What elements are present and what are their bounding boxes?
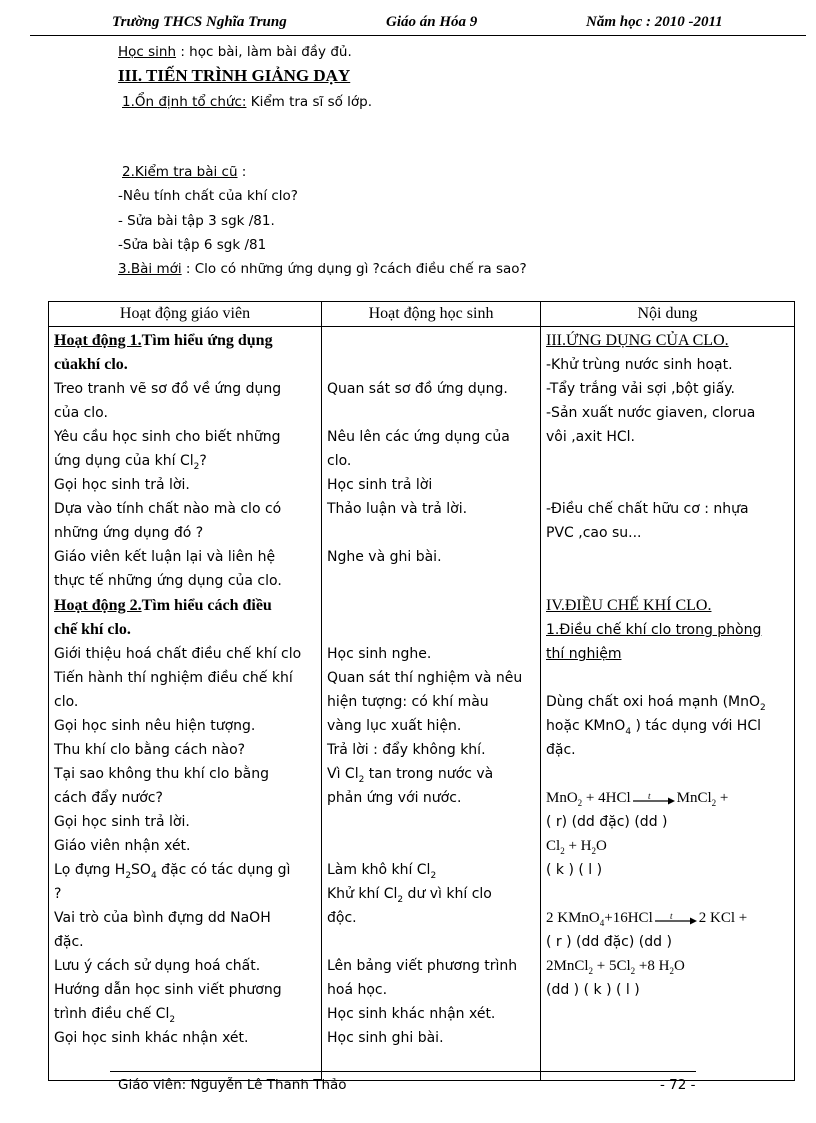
student-line [327,886,492,905]
step2 [122,164,246,180]
subscript: 2 [430,870,437,881]
student-line: clo. [327,453,352,469]
activity-1-label: Hoạt động 1. [54,332,142,349]
subscript: 2 [397,894,404,905]
school-name: Trường THCS Nghĩa Trung [112,14,287,30]
teacher-line: Treo tranh vẽ sơ đồ về ứng dụng [54,381,282,397]
header-content: Nội dung [541,302,795,327]
student-line: Quan sát sơ đồ ứng dụng. [327,381,508,397]
content-line: -Sản xuất nước giaven, clorua [546,405,756,421]
subscript: 2 [560,846,565,856]
reaction-arrow-icon [631,791,677,804]
eq-text: 2MnCl [546,958,589,974]
eq-text: 2 KCl + [698,910,748,926]
step1-label: 1.Ổn định tổ chức: [122,94,247,110]
footer-teacher-name: Nguyễn Lê Thanh Thảo [190,1077,347,1093]
content-text: hoặc KMnO [546,718,626,734]
table-row [49,327,795,1081]
content-line: PVC ,cao su... [546,525,642,541]
activity-1-title-cont: củakhí clo. [54,356,128,373]
subscript: 2 [193,461,200,472]
teacher-line: những ứng dụng đó ? [54,525,204,541]
eq-text: +8 H [635,958,670,974]
section-applications: III.ỨNG DỤNG CỦA CLO. [546,332,729,349]
eq-text: +16HCl [604,910,653,926]
footer-teacher [118,1077,347,1093]
subscript: 2 [577,798,583,808]
arrow-label: t [647,791,651,801]
student-text: tan trong nước và [364,766,494,782]
step3 [118,261,527,277]
content-line [546,694,766,713]
step2-suffix: : [237,164,247,180]
student-prep [118,44,352,60]
check-item: - Sửa bài tập 3 sgk /81. [118,213,275,229]
activity-2-label: Hoạt động 2. [54,597,142,614]
eq-text: MnO [546,790,578,806]
eq-text: 2 KMnO [546,910,600,926]
teacher-line: clo. [54,694,79,710]
student-line: độc. [327,910,357,926]
student-line: Thảo luận và trả lời. [327,501,468,517]
teacher-line: Yêu cầu học sinh cho biết những [54,429,281,445]
header-rule [30,35,806,36]
subscript: 2 [630,966,636,976]
equation-2-line2 [546,958,685,976]
subsection-lab: 1.Điều chế khí clo trong phòng [546,622,762,638]
subscript: 4 [150,870,157,881]
student-line: Nghe và ghi bài. [327,549,442,565]
activity-2-title [54,597,272,615]
step2-label: 2.Kiểm tra bài cũ [122,164,238,180]
teacher-line [54,1006,175,1025]
subscript: 2 [125,870,132,881]
student-text: : học bài, làm bài đầy đủ. [176,44,352,60]
teacher-text: SO [131,862,151,878]
teacher-line: của clo. [54,405,108,421]
equation-2 [546,910,747,928]
teacher-text: Lọ đựng H [54,862,126,878]
eq-text: + 5Cl [593,958,631,974]
subscript: 2 [591,846,596,856]
step3-label: 3.Bài mới [118,261,182,277]
subscript: 2 [169,1014,176,1025]
equation-1-line2 [546,838,607,856]
teacher-line: cách đẩy nước? [54,790,163,806]
equation-1-states: ( r) (dd đặc) (dd ) [546,814,668,830]
student-column [322,327,541,1081]
equation-2-states: ( r ) (dd đặc) (dd ) [546,934,672,950]
subscript: 4 [625,726,632,737]
footer-rule [110,1071,696,1072]
activity-1-text: Tìm hiểu ứng dụng [141,332,273,349]
student-line: hiện tượng: có khí màu [327,694,489,710]
activity-1-title [54,332,273,350]
content-text: ) tác dụng với HCl [631,718,761,734]
teacher-line: Giáo viên nhận xét. [54,838,191,854]
equation-2-states2: (dd ) ( k ) ( l ) [546,982,640,998]
teacher-line: Dựa vào tính chất nào mà clo có [54,501,282,517]
reaction-arrow-icon [653,911,699,924]
student-line: vàng lục xuất hiện. [327,718,462,734]
teacher-line: Lưu ý cách sử dụng hoá chất. [54,958,261,974]
teacher-text: ? [199,453,207,469]
lesson-table [48,301,795,1081]
student-line: Lên bảng viết phương trình [327,958,518,974]
teacher-line: Gọi học sinh khác nhận xét. [54,1030,249,1046]
teacher-line: Gọi học sinh trả lời. [54,477,190,493]
student-line: Học sinh ghi bài. [327,1030,444,1046]
check-item: -Nêu tính chất của khí clo? [118,188,298,204]
subscript: 2 [358,774,365,785]
subscript: 2 [760,702,766,713]
subscript: 4 [599,918,605,928]
student-line: phản ứng với nước. [327,790,462,806]
content-line: -Điều chế chất hữu cơ : nhựa [546,501,749,517]
section-preparation: IV.ĐIỀU CHẾ KHÍ CLO. [546,597,712,614]
eq-text: O [673,958,685,974]
content-line: -Khử trùng nước sinh hoạt. [546,357,733,373]
check-item: -Sửa bài tập 6 sgk /81 [118,237,267,253]
student-line [327,862,436,881]
school-year: Năm học : 2010 -2011 [586,14,723,30]
eq-text: + H [564,838,592,854]
content-line: đặc. [546,742,576,758]
activity-2-text: Tìm hiểu cách điều [141,597,272,614]
content-line: -Tẩy trắng vải sợi ,bột giấy. [546,381,736,397]
subscript: 2 [669,966,674,976]
teacher-column [49,327,322,1081]
student-text: Vì Cl [327,766,359,782]
eq-text: MnCl [676,790,712,806]
step1 [122,94,372,110]
student-text: Khử khí Cl [327,886,398,902]
content-line [546,718,761,737]
student-line: Trả lời : đẩy không khí. [327,742,486,758]
arrow-label: t [669,911,673,921]
teacher-line: Giới thiệu hoá chất điều chế khí clo [54,646,302,662]
student-label: Học sinh [118,44,177,60]
eq-text: + 4HCl [582,790,631,806]
student-text: Làm khô khí Cl [327,862,431,878]
eq-text: O [595,838,607,854]
teacher-line: Gọi học sinh trả lời. [54,814,190,830]
table-header-row [49,302,795,327]
teacher-text: đặc có tác dụng gì [156,862,291,878]
subsection-lab-cont: thí nghiệm [546,646,622,662]
content-line: vôi ,axit HCl. [546,429,635,445]
teacher-line: Tại sao không thu khí clo bằng [54,766,269,782]
subscript: 2 [711,798,717,808]
teacher-text: ứng dụng của khí Cl [54,453,194,469]
subscript: 2 [588,966,594,976]
student-line: Học sinh nghe. [327,646,432,662]
step1-text: Kiểm tra sĩ số lớp. [246,94,373,110]
footer-teacher-label: Giáo viên: [118,1077,187,1093]
content-column [541,327,795,1081]
student-line: Quan sát thí nghiệm và nêu [327,670,523,686]
student-line: Học sinh trả lời [327,477,433,493]
teacher-line: Giáo viên kết luận lại và liên hệ [54,549,276,565]
teacher-line: Tiến hành thí nghiệm điều chế khí [54,670,293,686]
eq-text: Cl [546,838,561,854]
student-line: hoá học. [327,982,388,998]
student-line: Học sinh khác nhận xét. [327,1006,496,1022]
teacher-line [54,453,207,472]
eq-text: + [716,790,729,806]
student-line [327,766,493,785]
teacher-line: thực tế những ứng dụng của clo. [54,573,282,589]
teacher-line: Thu khí clo bằng cách nào? [54,742,246,758]
student-text: dư vì khí clo [403,886,492,902]
header-teacher: Hoạt động giáo viên [49,302,322,327]
header-student: Hoạt động học sinh [322,302,541,327]
teacher-line: ? [54,886,62,902]
equation-1-states2: ( k ) ( l ) [546,862,603,878]
teacher-line: Gọi học sinh nêu hiện tượng. [54,718,256,734]
teacher-line [54,862,290,881]
step3-text: : Clo có những ứng dụng gì ?cách điều chế ra sao? [181,261,527,277]
teacher-line: Hướng dẫn học sinh viết phương [54,982,282,998]
section-title: III. TIẾN TRÌNH GIẢNG DẠY [118,66,351,85]
student-line: Nêu lên các ứng dụng của [327,429,510,445]
teacher-line: Vai trò của bình đựng dd NaOH [54,910,271,926]
equation-1 [546,790,728,808]
page-number: - 72 - [660,1077,696,1093]
activity-2-title-cont: chế khí clo. [54,621,131,638]
subject-title: Giáo án Hóa 9 [386,14,478,30]
content-text: Dùng chất oxi hoá mạnh (MnO [546,694,761,710]
teacher-line: đặc. [54,934,84,950]
teacher-text: trình điều chế Cl [54,1006,170,1022]
